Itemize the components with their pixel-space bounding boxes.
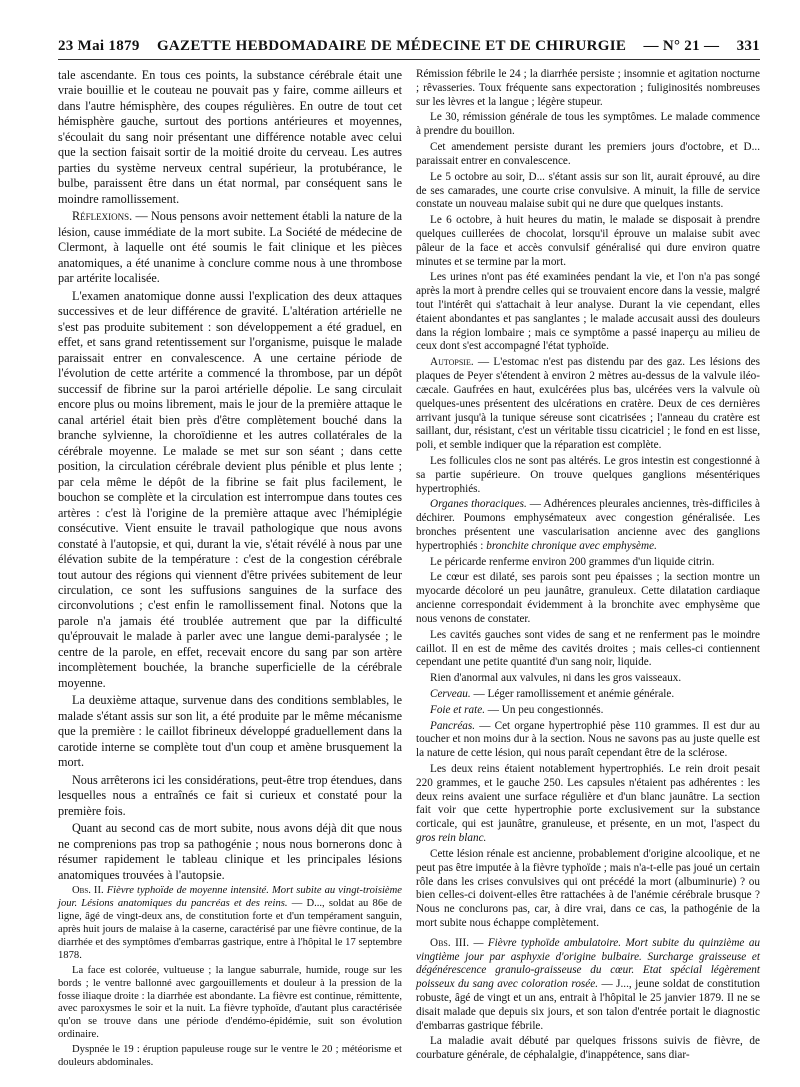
- paragraph-text: — Nous pensons avoir nettement établi la nature de la lésion, cause immédiate de la mort subite. La Société de médecine de Clermont, à laquelle ont été soumis le fait clinique et les pièces anatomiques, a été unanime à conclure comme nous à une thrombose par artérite localisée.: [58, 209, 402, 286]
- page-number: 331: [736, 38, 760, 54]
- paragraph: Cette lésion rénale est ancienne, probablement d'origine alcoolique, et ne peut pas être imputée à la fièvre typhoïde ; mais n'a-t-elle pas joué un certain rôle dans les crises convulsives qui ont précédé la mort (albuminurie) ? ou bien celles-ci doivent-elles être rattachées à de l'anémie cérébrale brusque ? Nous ne conclurons pas, car, à dire vrai, dans ce cas, la pathogénie de la mort subite nous échappe complètement.: [416, 847, 760, 929]
- paragraph-text: — Cet organe hypertrophié pèse 110 grammes. Il est dur au toucher et non moins dur à la section. Nous ne savons pas au juste quelle est la nature de cette lésion, qui nous paraît cependant être de la sclérose.: [416, 719, 760, 760]
- diagnosis-text: gros rein blanc.: [416, 832, 487, 845]
- issue-date: 23 Mai 1879: [58, 38, 140, 54]
- paragraph: L'examen anatomique donne aussi l'explication des deux attaques successives et de leur différence de gravité. L'altération artérielle ne s'est pas produite subitement : son développement a été graduel, en effet, et sans grand retentissement sur l'organisme, puisque le malade paraissait entrer en convalescence. A une certaine période de l'évolution de cette artérite a commencé la thrombose, par un dépôt successif de fibrine sur la paroi artérielle dépolie. Le sang circulait encore plus ou moins librement, mais le jour de la première attaque le canal artériel était bien près d'être complètement bouché dans la branche sylvienne, la choroïdienne et les autres collatérales de la cérébrale moyenne. Le malade se met sur son séant ; dans cette position, la circulation cérébrale devient plus pénible et plus lente ; par cela même le dépôt de la fibrine se fait plus facilement, le bouchon se complète et la circulation est interrompue dans toutes ces artères : c'est là l'origine de la première attaque avec l'hémiplégie consécutive. Vient ensuite le travail pathologique que nous avons constaté à l'autopsie, et qui, durant la vie, s'était révélé à nous par une élévation subite de la température : c'est de la congestion cérébrale tout autour des régions qui viennent d'être privées subitement de leur circulation, ce sont les suffusions sanguines de la surface des circonvolutions ; c'est enfin le ramollissement final. Notons que la parole n'a jamais été troublée autrement que par la difficulté qu'éprouvait le malade à parler avec une langue demi-paralysée ; le centre de la parole, en effet, recevait encore du sang par son artère incomplètement bouchée, la branche superficielle de la cérébrale moyenne.: [58, 288, 402, 690]
- paragraph: Les urines n'ont pas été examinées pendant la vie, et l'on n'a pas songé après la mort à prendre celles qui se trouvaient encore dans la vessie, malgré tout l'intérêt qui s'attachait à leur analyse. Durant la vie cependant, elles étaient abondantes et pas sanglantes ; le malade accusait aussi des douleurs dans la région lombaire ; mais ce symptôme a passé inaperçu au milieu de ceux dont s'est accompagné l'état typhoïde.: [416, 271, 760, 353]
- observation-heading: [58, 885, 402, 963]
- paragraph: Dyspnée le 19 : éruption papuleuse rouge sur le ventre le 20 ; météorisme et douleurs abdominales.: [58, 1044, 402, 1069]
- paragraph-text: — Léger ramollissement et anémie générale.: [470, 687, 675, 700]
- observation-label: Obs. III.: [430, 936, 470, 949]
- paragraph: [416, 720, 760, 761]
- issue-number: — N° 21 —: [643, 38, 720, 54]
- paragraph: La deuxième attaque, survenue dans des conditions semblables, le malade s'étant assis sur son lit, a été produite par le même mécanisme que la première : le caillot fibrineux développé graduellement dans la carotide interne se complète tout d'un coup et amène brusquement la mort.: [58, 693, 402, 770]
- paragraph: Le péricarde renferme environ 200 grammes d'un liquide citrin.: [430, 555, 715, 568]
- paragraph: Rémission fébrile le 24 ; la diarrhée persiste ; insomnie et agitation nocturne ; rêvasseries. Toux fréquente sans expectoration ; fuliginosités nombreuses sur les lèvres et la langue ; légère stupeur.: [416, 68, 760, 108]
- observation-title: — Fièvre typhoïde ambulatoire. Mort subite du quinzième au vingtième jour par asphyxie d'origine bulbaire. Surcharge graisseuse et dégénérescence granulo-graisseuse du cœur. Etat spécial légèrement poisseux du sang avec coloration rosée.: [416, 936, 761, 991]
- page-header: [58, 38, 760, 60]
- section-label: Pancréas.: [430, 719, 476, 732]
- paragraph: La maladie avait débuté par quelques frissons suivis de fièvre, de courbature générale, de céphalalgie, d'inappétence, sans diar-: [416, 1035, 760, 1062]
- paragraph-text: Les deux reins étaient notablement hypertrophiés. Le rein droit pesait 220 grammes, et le gauche 250. Les capsules n'étaient pas adhérentes : les deux reins avaient une surface régulière et d'un blanc jaunâtre. La section fait voir que cette hypertrophie porte exclusivement sur la substance corticale, qui est jaunâtre, granuleuse, et présente, en un mot, l'aspect du: [416, 763, 760, 831]
- body-columns: [58, 68, 760, 1072]
- paragraph: Le 5 octobre au soir, D... s'étant assis sur son lit, aurait éprouvé, au dire de ses camarades, une courte crise convulsive. A minuit, la fille de service constate un nouveau malaise subit qui ne dure que quelques instants.: [416, 170, 760, 211]
- paragraph: Quant au second cas de mort subite, nous avons déjà dit que nous ne comprenions pas trop sa pathogénie ; nous nous bornerons donc à résumer rapidement le tableau clinique et les principales lésions anatomiques trouvées à l'autopsie.: [58, 821, 402, 882]
- paragraph: [416, 704, 760, 718]
- paragraph: tale ascendante. En tous ces points, la substance cérébrale était une vraie bouillie et le couteau ne pouvait pas y faire, comme ailleurs et dans l'autre hémisphère, des coupes régulières. En outre de tout cet hémisphère gauche, surtout des portions antérieures et moyennes, s'écoulait du sang noir présentant une différence notable avec celui que la section faisait sortir de la moitié droite du cerveau. Les autres parties du système nerveux central supérieur, la protubérance, le bulbe, paraissent être dans un état normal, par conséquent sans le moindre ramollissement.: [58, 68, 402, 206]
- paragraph: Nous arrêterons ici les considérations, peut-être trop étendues, dans lesquelles nous a entraînés ce fait si curieux et constaté pour la première fois.: [58, 772, 402, 818]
- observation-text: — J..., jeune soldat de constitution robuste, âgé de vingt et un ans, entrait à l'hôpital le 25 janvier 1879. Il ne se disait malade que depuis six jours, et son talon d'entrée portait le diagnostic d'embarras gastrique fébrile.: [416, 978, 760, 1032]
- left-column: [58, 68, 402, 1072]
- section-label: Autopsie.: [430, 356, 474, 369]
- section-label: Organes thoraciques.: [430, 498, 527, 511]
- paragraph: [416, 688, 760, 702]
- right-column: [416, 68, 760, 1072]
- observation-heading: [416, 937, 760, 1034]
- paragraph: Le 6 octobre, à huit heures du matin, le malade se disposait à prendre quelques cuillerées de chocolat, lorsqu'il éprouve un malaise subit avec pâleur de la face et accès convulsif généralisé qui dure environ quatre minutes et se termine par la mort.: [416, 214, 760, 268]
- paragraph: Les cavités gauches sont vides de sang et ne renferment pas le moindre caillot. Il en est de même des cavités droites ; mais celles-ci contiennent cependant une petite quantité d'un sang noir, liquide.: [416, 628, 760, 669]
- paragraph-text: — L'estomac n'est pas distendu par des gaz. Les lésions des plaques de Peyer s'étendent à environ 2 mètres au-dessus de la valvule iléo-cæcale. Gaufrées en haut, exulcérées plus bas, ulcérées vers la valvule où quelques-unes présentent des ulcérations en cratère. Deux de ces dernières arrivant jusqu'à la tunique séreuse sont cicatrisées ; l'anneau du cratère est saillant, dur, résistant, c'est un véritable tissu cicatriciel ; le fond en est lisse, poli, et semble indiquer que la réparation est complète.: [416, 356, 760, 452]
- section-label: Cerveau.: [430, 687, 471, 700]
- paragraph-text: — Adhérences pleurales anciennes, très-difficiles à déchirer. Poumons emphysémateux avec congestion généralisée. Les bronches présentent une vascularisation ancienne avec des ganglions hypertrophiés :: [416, 498, 760, 552]
- journal-title: GAZETTE HEBDOMADAIRE DE MÉDECINE ET DE CHIRURGIE: [156, 38, 627, 54]
- observation-label: Obs. II.: [72, 885, 104, 897]
- paragraph-text: — Un peu congestionnés.: [485, 703, 604, 716]
- paragraph: Le 30, rémission générale de tous les symptômes. Le malade commence à prendre du bouillon.: [416, 111, 760, 138]
- paragraph: Les follicules clos ne sont pas altérés. Le gros intestin est congestionné à sa partie supérieure. On trouve quelques ganglions mésentériques hypertrophiés.: [416, 454, 760, 495]
- paragraph: [416, 763, 760, 846]
- section-label: Foie et rate.: [430, 703, 485, 716]
- paragraph: Rien d'anormal aux valvules, ni dans les gros vaisseaux.: [430, 672, 682, 685]
- section-label: Réflexions.: [72, 209, 133, 224]
- observation-title: Fièvre typhoïde de moyenne intensité. Mort subite au vingt-troisième jour. Lésions anatomiques du pancréas et des reins.: [58, 885, 402, 910]
- paragraph: Cet amendement persiste durant les premiers jours d'octobre, et D... paraissait entrer en convalescence.: [416, 141, 760, 167]
- paragraph: [58, 209, 402, 286]
- observation-text: — D..., soldat au 86e de ligne, âgé de vingt-deux ans, de constitution forte et d'un tempérament sanguin, après huit jours de malaise à la caserne, caractérisé par une fièvre continue, de la diarrhée et des symptômes d'embarras gastrique, entre à l'hôpital le 17 septembre 1878.: [58, 898, 402, 961]
- paragraph: Le cœur est dilaté, ses parois sont peu épaisses ; la section montre un myocarde décoloré un peu jaunâtre, granuleux. Cette dilatation cardiaque ancienne correspondait évidemment à la bronchite avec emphysème que nous venons de constater.: [416, 571, 760, 625]
- paragraph: [416, 356, 760, 453]
- paragraph: [416, 498, 760, 553]
- diagnosis-text: bronchite chronique avec emphysème.: [486, 539, 657, 552]
- paragraph: La face est colorée, vultueuse ; la langue saburrale, humide, rouge sur les bords ; le ventre ballonné avec gargouillements et douleur à la pression de la fosse iliaque droite : la diarrhée est abondante. La fièvre est continue, rémittente, avec paroxysmes le soir et la nuit. La fièvre typhoïde, d'autant plus caractérisée qu'on se trouve dans une période d'endémo-épidémie, suit son évolution ordinaire.: [58, 964, 402, 1041]
